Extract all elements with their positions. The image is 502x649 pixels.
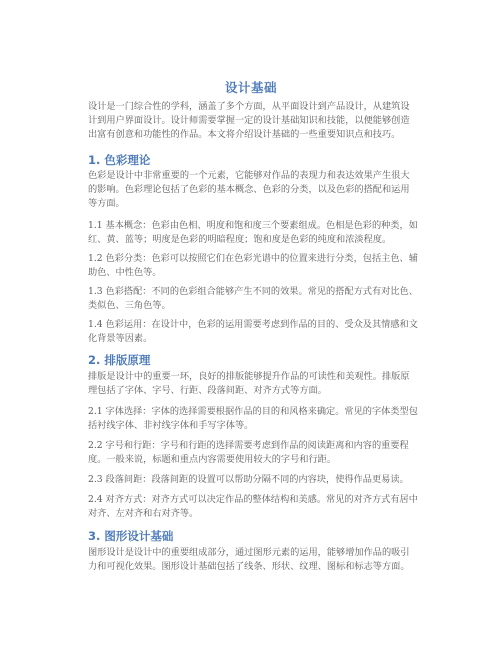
list-item-text: 2.1 字体选择：字体的选择需要根据作品的目的和风格来确定。常见的字体类型包括衬线字体、非衬线字体和手写字体等。: [88, 406, 418, 431]
section-heading-layout: 2. 排版原理: [88, 353, 151, 367]
list-item: [88, 473, 418, 487]
list-item-text: 2.4 对齐方式：对齐方式可以决定作品的整体结构和美感。常见的对齐方式有居中对齐、左对齐和右对齐等。: [88, 494, 418, 519]
page-title: 设计基础: [224, 80, 277, 95]
list-item-text: 1.1 基本概念：色彩由色相、明度和饱和度三个要素组成。色相是色彩的种类，如红、黄、蓝等；明度是色彩的明暗程度；饱和度是色彩的纯度和浓淡程度。: [88, 220, 418, 245]
list-item: [88, 405, 418, 433]
section-heading-color-theory: 1. 色彩理论: [88, 153, 151, 167]
section-body-color-theory: [88, 169, 418, 211]
list-item: [88, 285, 418, 313]
list-item: [88, 439, 418, 467]
section-body-graphic-design: [88, 546, 418, 574]
list-item-text: 1.3 色彩搭配：不同的色彩组合能够产生不同的效果。常见的搭配方式有对比色、类似色、三角色等。: [88, 286, 418, 311]
list-item-text: 2.3 段落间距：段落间距的设置可以帮助分隔不同的内容块，使得作品更易读。: [88, 474, 409, 485]
list-item: [88, 219, 418, 247]
section-paragraph: 排版是设计中的重要一环，良好的排版能够提升作品的可读性和美观性。排版原理包括了字体、字号、行距、段落间距、对齐方式等方面。: [88, 371, 410, 396]
section-body-layout: [88, 370, 418, 398]
intro-block: [88, 100, 418, 142]
list-item: [88, 252, 418, 280]
list-item-text: 1.2 色彩分类：色彩可以按照它们在色彩光谱中的位置来进行分类，包括主色、辅助色、中性色等。: [88, 253, 418, 278]
section-heading-graphic-design: 3. 图形设计基础: [88, 529, 174, 543]
list-item: [88, 318, 418, 346]
list-item-text: 2.2 字号和行距：字号和行距的选择需要考虑到作品的阅读距离和内容的重要程度。一般来说，标题和重点内容需要使用较大的字号和行距。: [88, 440, 409, 465]
section-paragraph: 色彩是设计中非常重要的一个元素，它能够对作品的表现力和表达效果产生很大的影响。色彩理论包括了色彩的基本概念、色彩的分类，以及色彩的搭配和运用等方面。: [88, 170, 410, 209]
section-paragraph: 图形设计是设计中的重要组成部分，通过图形元素的运用，能够增加作品的吸引力和可视化效果。图形设计基础包括了线条、形状、纹理、图标和标志等方面。: [88, 547, 410, 572]
list-item: [88, 493, 418, 521]
list-item-text: 1.4 色彩运用：在设计中，色彩的运用需要考虑到作品的目的、受众及其情感和文化背景等因素。: [88, 319, 418, 344]
intro-paragraph: 设计是一门综合性的学科，涵盖了多个方面，从平面设计到产品设计，从建筑设计到用户界面设计。设计师需要掌握一定的设计基础知识和技能，以便能够创造出富有创意和功能性的作品。本文将介绍设计基础的一些重要知识点和技巧。: [88, 101, 410, 140]
